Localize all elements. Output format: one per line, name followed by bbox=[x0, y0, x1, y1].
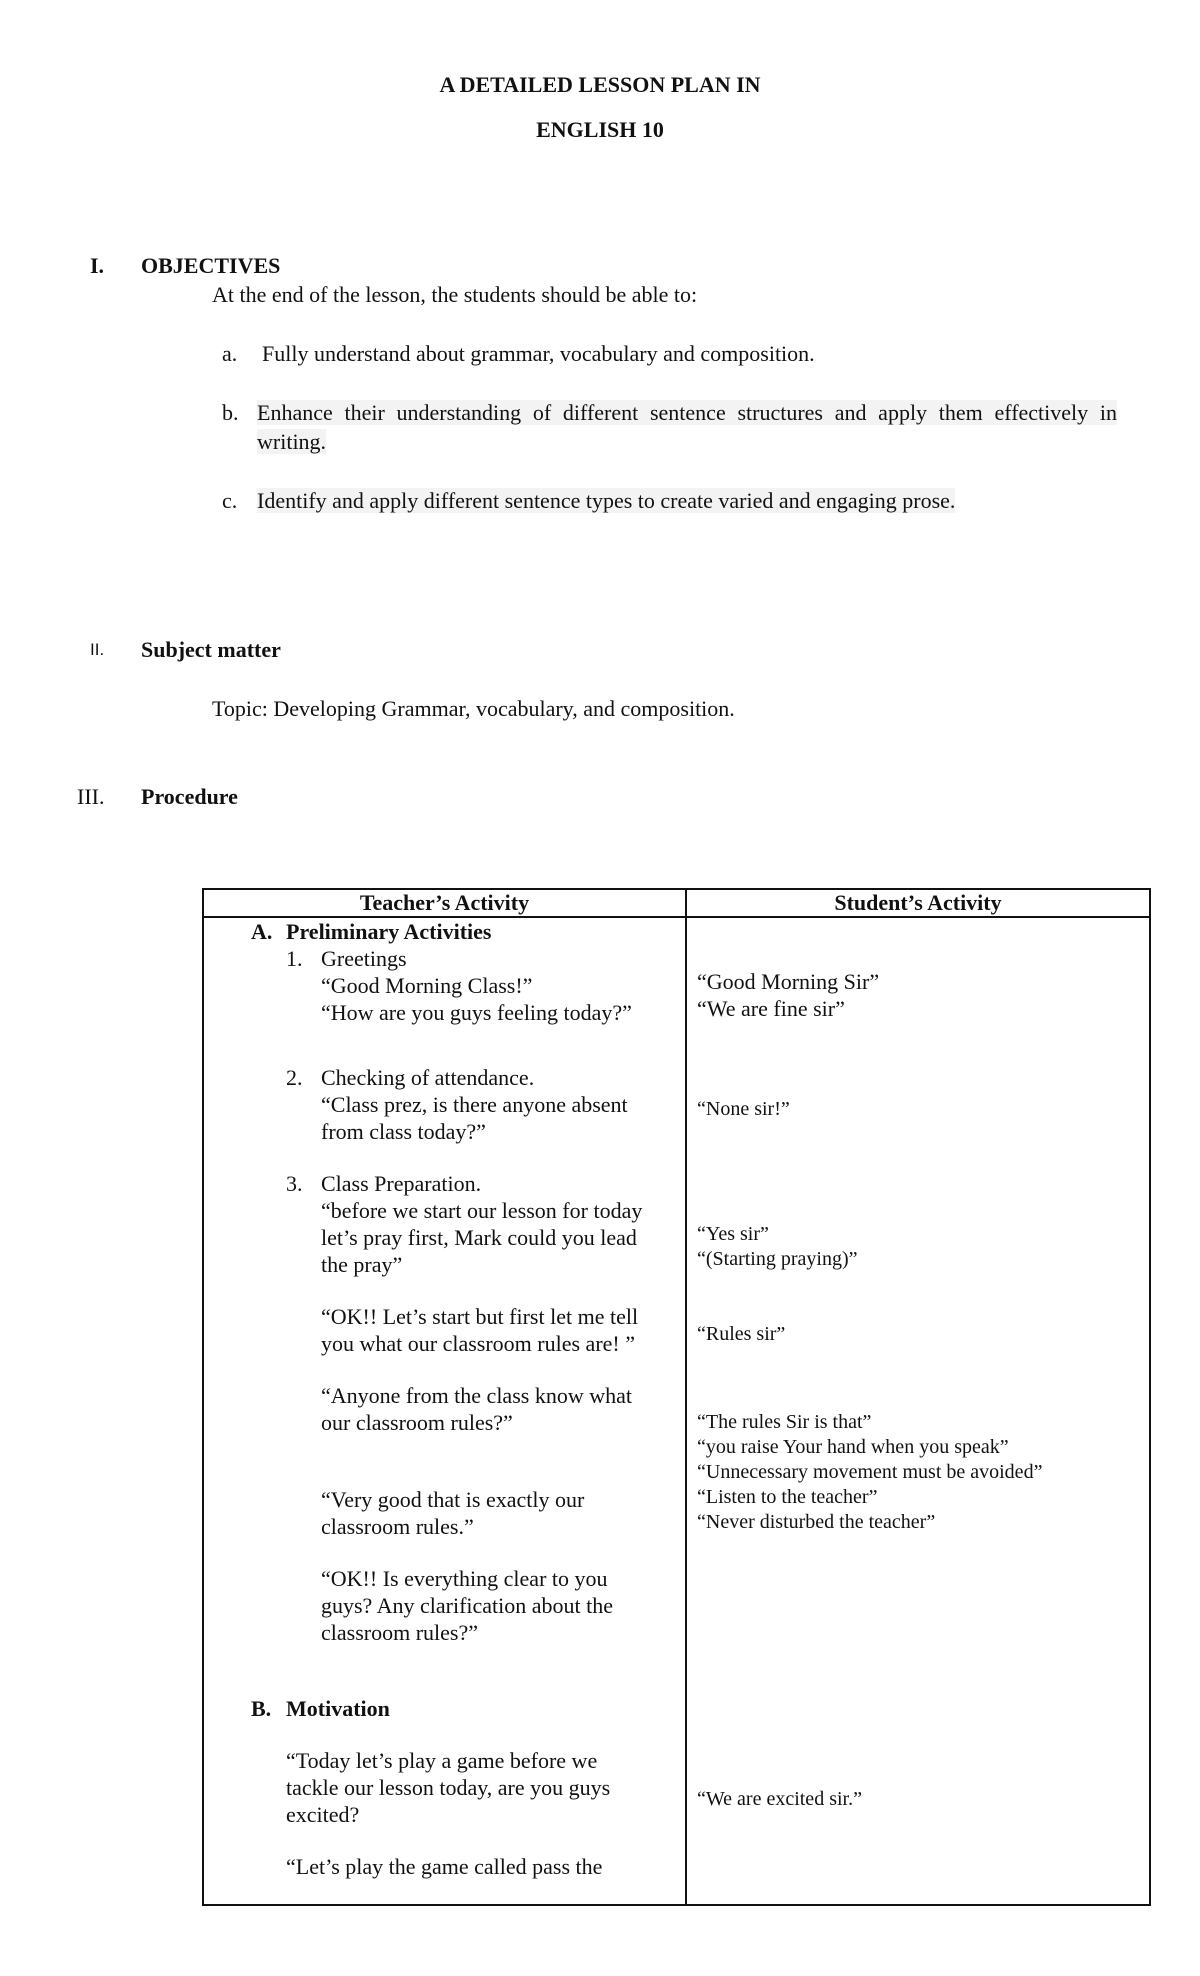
student-activity-header: Student’s Activity bbox=[686, 889, 1150, 917]
item1-num: 1. bbox=[286, 946, 303, 971]
item3-title: Class Preparation. bbox=[321, 1171, 482, 1196]
table-header-row bbox=[203, 889, 1150, 917]
teacher-activity-header: Teacher’s Activity bbox=[203, 889, 686, 917]
student-pray-line: “Yes sir” bbox=[697, 1223, 769, 1245]
anyone-line: our classroom rules?” bbox=[321, 1410, 513, 1435]
objectives-number: I. bbox=[90, 253, 105, 278]
objectives-heading: OBJECTIVES bbox=[141, 253, 281, 278]
ok-rules-line: “OK!! Let’s start but first let me tell bbox=[321, 1304, 639, 1329]
item3-line: “before we start our lesson for today bbox=[321, 1198, 643, 1223]
motivation-line: “Today let’s play a game before we bbox=[286, 1748, 598, 1773]
student-greeting-line: “We are fine sir” bbox=[697, 996, 845, 1021]
student-rules-line: “The rules Sir is that” bbox=[697, 1411, 872, 1433]
section-a-title: Preliminary Activities bbox=[286, 919, 492, 944]
table-row bbox=[203, 917, 1150, 1905]
item3-num: 3. bbox=[286, 1171, 303, 1196]
objective-c-letter: c. bbox=[222, 488, 238, 513]
teacher-activity-cell bbox=[203, 917, 686, 1905]
motivation-line: excited? bbox=[286, 1802, 360, 1827]
section-a-letter: A. bbox=[251, 919, 273, 944]
document-title-line1: A DETAILED LESSON PLAN IN bbox=[439, 72, 761, 97]
student-rules-line: “Unnecessary movement must be avoided” bbox=[697, 1461, 1043, 1483]
item1-line: “Good Morning Class!” bbox=[321, 973, 533, 998]
motivation-line: tackle our lesson today, are you guys bbox=[286, 1775, 611, 1800]
ok-rules-line: you what our classroom rules are! ” bbox=[321, 1331, 636, 1356]
item2-line: from class today?” bbox=[321, 1119, 486, 1144]
student-rules-line: “Listen to the teacher” bbox=[697, 1486, 878, 1508]
item3-line: the pray” bbox=[321, 1252, 403, 1277]
item2-num: 2. bbox=[286, 1065, 303, 1090]
game-line: “Let’s play the game called pass the bbox=[286, 1854, 603, 1879]
clear-line: classroom rules?” bbox=[321, 1620, 478, 1645]
objective-a-letter: a. bbox=[222, 341, 238, 366]
procedure-table bbox=[202, 888, 1151, 1906]
clear-line: guys? Any clarification about the bbox=[321, 1593, 614, 1618]
objective-b-letter: b. bbox=[222, 400, 239, 425]
student-rules-line: “Never disturbed the teacher” bbox=[697, 1511, 936, 1533]
item2-line: “Class prez, is there anyone absent bbox=[321, 1092, 628, 1117]
student-attendance: “None sir!” bbox=[697, 1098, 790, 1120]
subject-matter-heading: Subject matter bbox=[141, 637, 281, 662]
item1-title: Greetings bbox=[321, 946, 407, 971]
very-good-line: classroom rules.” bbox=[321, 1514, 474, 1539]
item3-line: let’s pray first, Mark could you lead bbox=[321, 1225, 637, 1250]
objective-a-text: Fully understand about grammar, vocabulary and composition. bbox=[262, 341, 815, 366]
procedure-number: III. bbox=[77, 784, 105, 809]
objectives-intro: At the end of the lesson, the students should be able to: bbox=[212, 282, 698, 307]
student-activity-cell bbox=[686, 917, 1150, 1905]
student-rules-line: “you raise Your hand when you speak” bbox=[697, 1436, 1009, 1458]
document-title-line2: ENGLISH 10 bbox=[536, 117, 664, 142]
objective-c-text: Identify and apply different sentence types to create varied and engaging prose. bbox=[257, 488, 956, 513]
item1-line: “How are you guys feeling today?” bbox=[321, 1000, 632, 1025]
subject-matter-number: II. bbox=[90, 640, 105, 659]
clear-line: “OK!! Is everything clear to you bbox=[321, 1566, 608, 1591]
anyone-line: “Anyone from the class know what bbox=[321, 1383, 632, 1408]
section-b-title: Motivation bbox=[286, 1696, 390, 1721]
item2-title: Checking of attendance. bbox=[321, 1065, 535, 1090]
student-pray-line: “(Starting praying)” bbox=[697, 1248, 858, 1270]
student-rules: “Rules sir” bbox=[697, 1323, 786, 1345]
section-b-letter: B. bbox=[251, 1696, 272, 1721]
student-excited: “We are excited sir.” bbox=[697, 1788, 862, 1810]
very-good-line: “Very good that is exactly our bbox=[321, 1487, 585, 1512]
procedure-heading: Procedure bbox=[141, 784, 238, 809]
objective-b-text: Enhance their understanding of different sentence structures and apply them effectively in writing. bbox=[257, 400, 1117, 454]
student-greeting-line: “Good Morning Sir” bbox=[697, 969, 880, 994]
subject-matter-topic: Topic: Developing Grammar, vocabulary, and composition. bbox=[212, 696, 735, 721]
